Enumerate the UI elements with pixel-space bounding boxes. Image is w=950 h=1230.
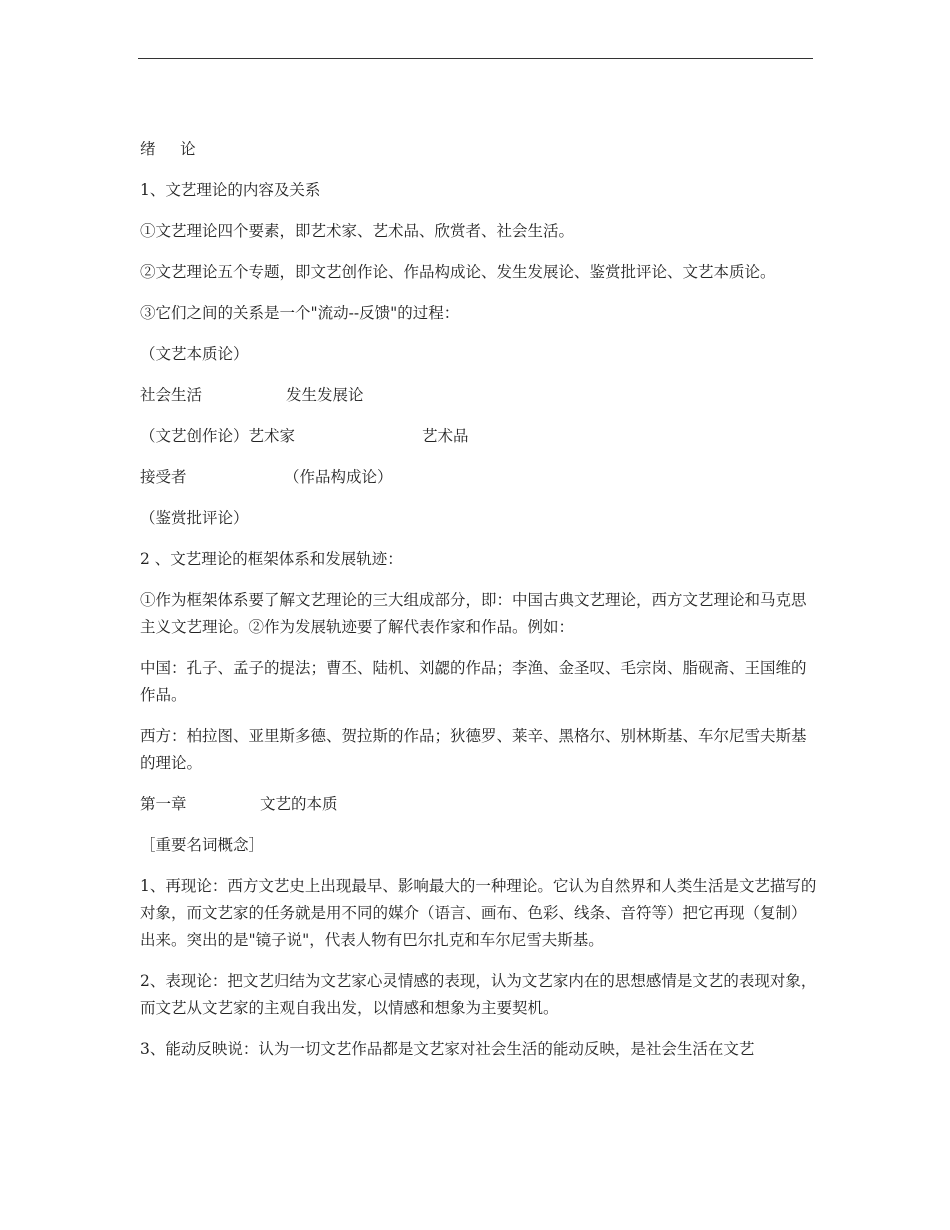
diagram-artist: （文艺创作论）艺术家: [140, 427, 296, 445]
section-heading-intro: 绪 论: [140, 140, 196, 158]
diagram-origin-development: 发生发展论: [286, 386, 364, 404]
chapter1-title: 文艺的本质: [260, 795, 338, 813]
section2-paragraph-3: 西方：柏拉图、亚里斯多德、贺拉斯的作品；狄德罗、莱辛、黑格尔、别林斯基、车尔尼雪夫斯基的理论。: [140, 727, 807, 772]
section2-paragraph-1: ①作为框架体系要了解文艺理论的三大组成部分，即：中国古典文艺理论，西方文艺理论和马克思主义文艺理论。②作为发展轨迹要了解代表作家和作品。例如：: [140, 591, 807, 636]
chapter1-label: 第一章: [140, 795, 187, 813]
diagram-line-3: [140, 423, 820, 450]
concepts-heading: ［重要名词概念］: [140, 836, 265, 854]
section1-paragraph-1: ①文艺理论四个要素，即艺术家、艺术品、欣赏者、社会生活。: [140, 222, 575, 240]
concept-1: 1、再现论：西方文艺史上出现最早、影响最大的一种理论。它认为自然界和人类生活是文艺描写的对象，而文艺家的任务就是用不同的媒介（语言、画布、色彩、线条、音符等）把它再现（复制）出来。突出的是"镜子说"，代表人物有巴尔扎克和车尔尼雪夫斯基。: [140, 877, 817, 949]
diagram-line-4: [140, 464, 820, 491]
section2-title: 2 、文艺理论的框架体系和发展轨迹：: [140, 550, 403, 568]
header-rule: [138, 58, 813, 59]
concept-2: 2、表现论：把文艺归结为文艺家心灵情感的表现，认为文艺家内在的思想感情是文艺的表现对象，而文艺从文艺家的主观自我出发，以情感和想象为主要契机。: [140, 972, 817, 1017]
diagram-artwork: 艺术品: [422, 427, 469, 445]
diagram-line-1: （文艺本质论）: [140, 345, 249, 363]
concept-3: 3、能动反映说：认为一切文艺作品都是文艺家对社会生活的能动反映，是社会生活在文艺: [140, 1040, 755, 1058]
document-body: [140, 136, 820, 1077]
section1-paragraph-3: ③它们之间的关系是一个"流动--反馈"的过程：: [140, 304, 460, 322]
section1-paragraph-2: ②文艺理论五个专题，即文艺创作论、作品构成论、发生发展论、鉴赏批评论、文艺本质论。: [140, 263, 776, 281]
section1-title: 1、文艺理论的内容及关系: [140, 181, 321, 199]
diagram-line-2: [140, 382, 820, 409]
section2-paragraph-2: 中国：孔子、孟子的提法；曹丕、陆机、刘勰的作品；李渔、金圣叹、毛宗岗、脂砚斋、王国维的作品。: [140, 659, 807, 704]
chapter1-heading: [140, 791, 820, 818]
diagram-work-composition: （作品构成论）: [284, 468, 393, 486]
diagram-line-5: （鉴赏批评论）: [140, 509, 249, 527]
diagram-social-life: 社会生活: [140, 386, 203, 404]
diagram-receiver: 接受者: [140, 468, 187, 486]
